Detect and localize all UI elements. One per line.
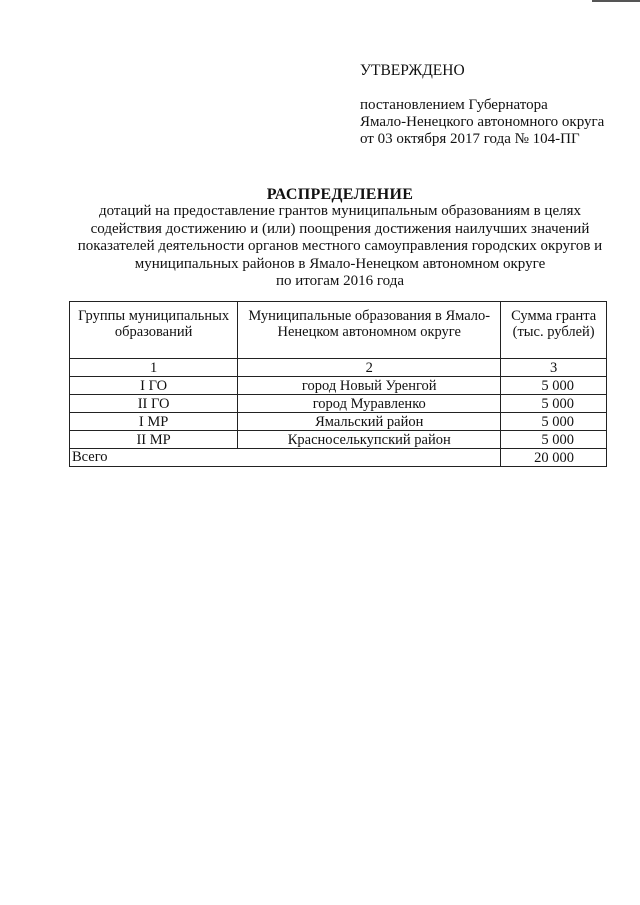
approval-line: постановлением Губернатора xyxy=(360,97,548,113)
total-label: Всего xyxy=(70,449,501,467)
table-row xyxy=(70,413,607,431)
table-row xyxy=(70,395,607,413)
group-cell: II МР xyxy=(70,431,238,449)
amount-cell: 5 000 xyxy=(501,395,607,413)
column-number: 3 xyxy=(501,359,607,377)
amount-cell: 5 000 xyxy=(501,431,607,449)
page-edge-rule xyxy=(592,0,640,2)
grant-distribution-table xyxy=(69,301,607,467)
document-title: РАСПРЕДЕЛЕНИЕ xyxy=(266,186,414,203)
header-grant-amount: Сумма гранта (тыс. рублей) xyxy=(501,302,607,359)
column-number: 1 xyxy=(70,359,238,377)
group-cell: II ГО xyxy=(70,395,238,413)
document-subtitle-line: показателей деятельности органов местного самоуправления городских округов и xyxy=(77,238,603,254)
column-number: 2 xyxy=(238,359,501,377)
header-groups: Группы муниципальных образований xyxy=(70,302,238,359)
approval-line: Ямало-Ненецкого автономного округа xyxy=(360,114,605,130)
amount-cell: 5 000 xyxy=(501,377,607,395)
group-cell: I МР xyxy=(70,413,238,431)
table-row xyxy=(70,377,607,395)
total-row xyxy=(70,449,607,467)
table-row xyxy=(70,431,607,449)
document-subtitle-line: по итогам 2016 года xyxy=(275,273,405,289)
municipality-cell: город Муравленко xyxy=(238,395,501,413)
municipality-cell: Красноселькупский район xyxy=(238,431,501,449)
document-subtitle-line: дотаций на предоставление грантов муниципальным образованиям в целях xyxy=(98,203,582,219)
header-municipalities: Муниципальные образования в Ямало-Ненецком автономном округе xyxy=(238,302,501,359)
column-number-row xyxy=(70,359,607,377)
table-header-row xyxy=(70,302,607,359)
approved-stamp-text: УТВЕРЖДЕНО xyxy=(360,62,465,79)
approval-block xyxy=(360,62,620,148)
document-subtitle-line: содействия достижению и (или) поощрения достижения наилучших значений xyxy=(90,220,590,237)
document-heading xyxy=(60,186,620,291)
municipality-cell: Ямальский район xyxy=(238,413,501,431)
municipality-cell: город Новый Уренгой xyxy=(238,377,501,395)
approval-line: от 03 октября 2017 года № 104-ПГ xyxy=(360,131,580,147)
amount-cell: 5 000 xyxy=(501,413,607,431)
total-amount: 20 000 xyxy=(501,449,607,467)
group-cell: I ГО xyxy=(70,377,238,395)
document-subtitle-line: муниципальных районов в Ямало-Ненецком автономном округе xyxy=(134,255,546,272)
